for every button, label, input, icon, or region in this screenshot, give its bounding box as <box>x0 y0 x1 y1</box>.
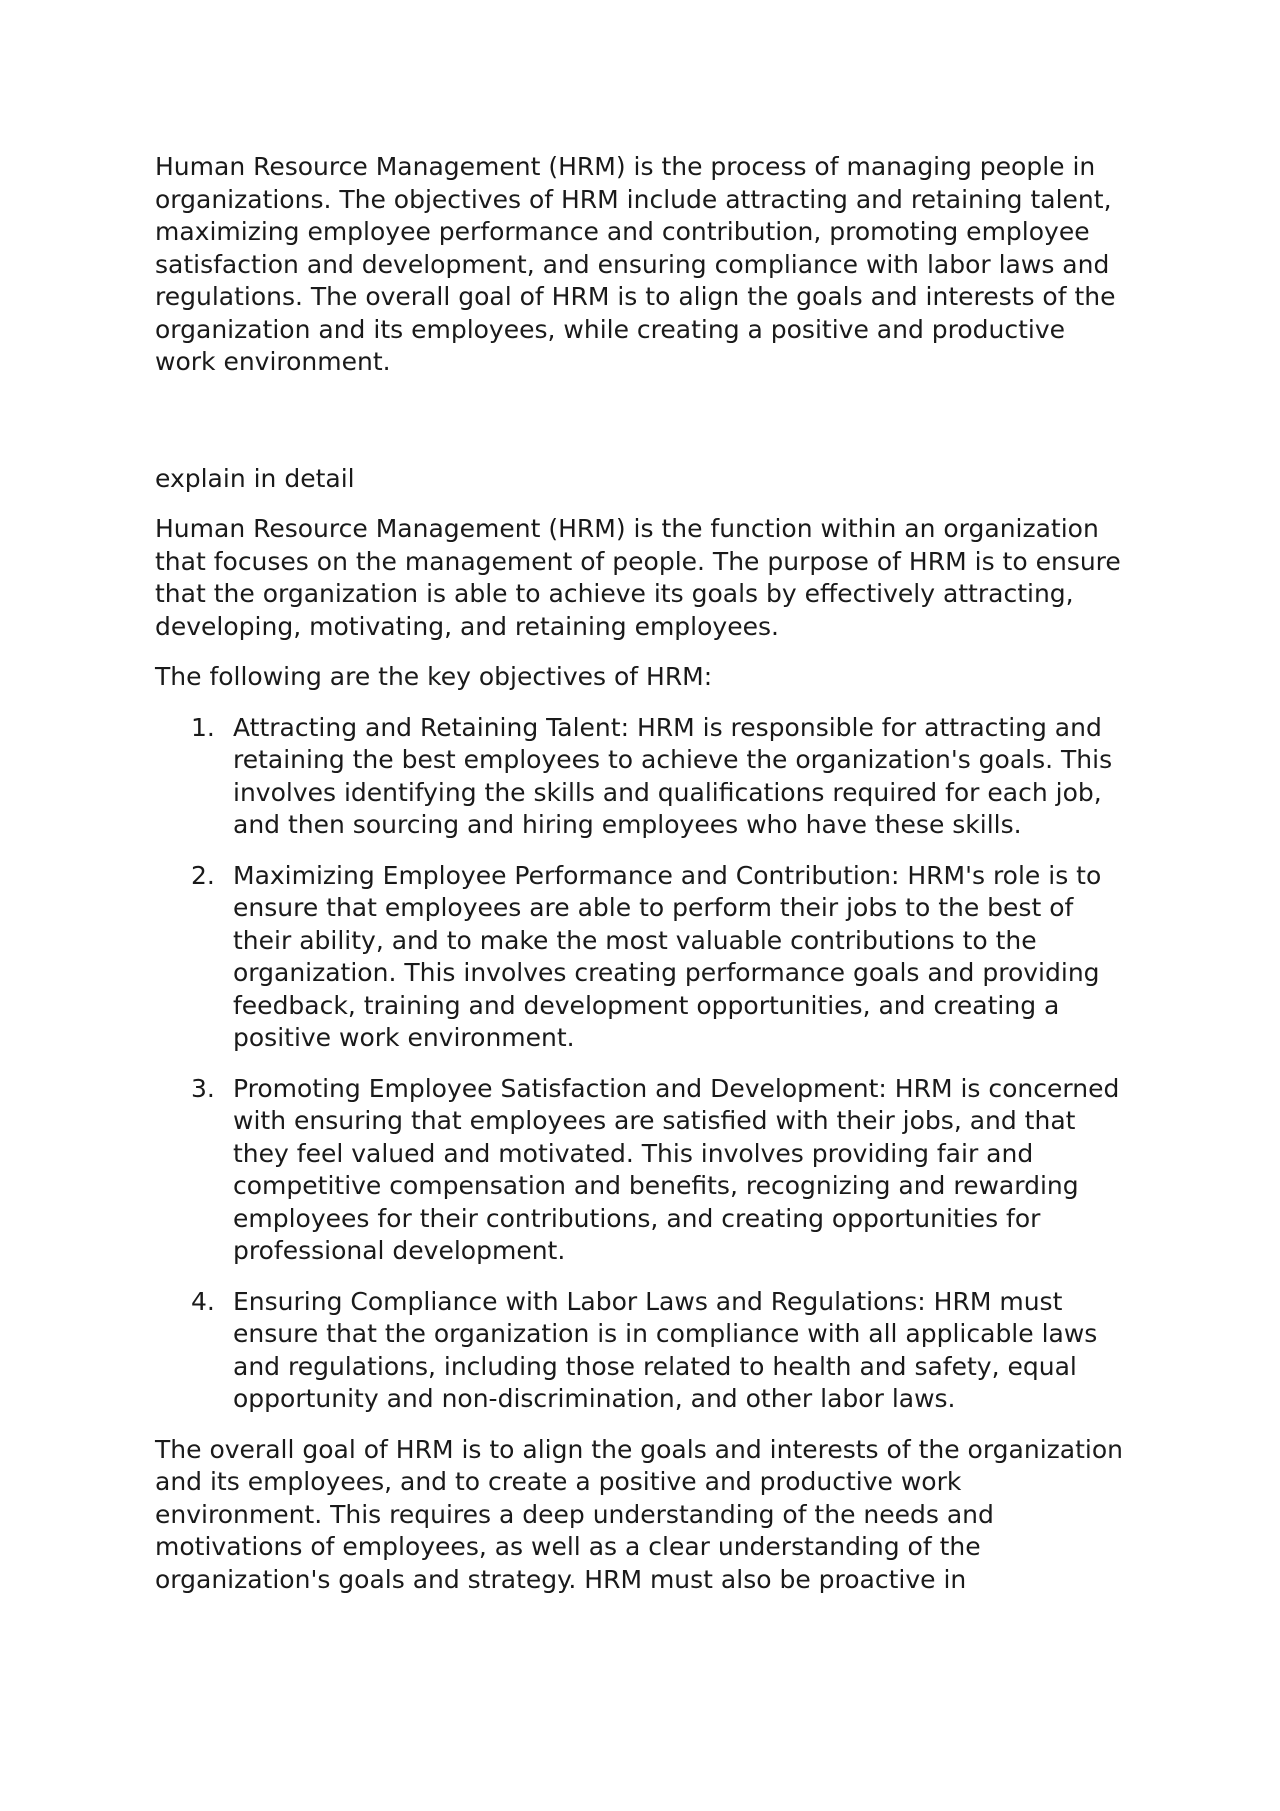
list-item-text: Promoting Employee Satisfaction and Development: HRM is concerned with ensuring that employees are satisfied with their jobs, and that they feel valued and motivated. This involves providing fair and competitive compensation and benefits, recognizing and rewarding employees for their contributions, and creating opportunities for professional development. <box>233 1073 1120 1265</box>
list-item-text: Maximizing Employee Performance and Contribution: HRM's role is to ensure that employees are able to perform their jobs to the best of their ability, and to make the most valuable contributions to the organization. This involves creating performance goals and providing feedback, training and development opportunities, and creating a positive work environment. <box>233 860 1102 1052</box>
list-intro: The following are the key objectives of HRM: <box>155 662 713 691</box>
prompt-text: explain in detail <box>155 463 355 493</box>
list-item <box>155 712 1125 842</box>
objectives-list <box>155 712 1125 1416</box>
conclusion-paragraph: The overall goal of HRM is to align the goals and interests of the organization and its employees, and to create a positive and productive work environment. This requires a deep understanding of the needs and motivations of employees, as well as a clear understanding of the organization's goals and strategy. HRM must also be proactive in <box>155 1434 1123 1594</box>
intro-paragraph: Human Resource Management (HRM) is the process of managing people in organizations. The objectives of HRM include attracting and retaining talent, maximizing employee performance and contribution, promoting employee satisfaction and development, and ensuring compliance with labor laws and regulations. The overall goal of HRM is to align the goals and interests of the organization and its employees, while creating a positive and productive work environment. <box>155 152 1116 376</box>
list-item <box>155 1286 1125 1416</box>
list-item-number: 4. <box>191 1286 215 1316</box>
definition-paragraph: Human Resource Management (HRM) is the function within an organization that focuses on the management of people. The purpose of HRM is to ensure that the organization is able to achieve its goals by effectively attracting, developing, motivating, and retaining employees. <box>155 514 1121 641</box>
list-item-number: 2. <box>191 860 215 890</box>
document-page <box>155 151 1125 1614</box>
list-item <box>155 1073 1125 1268</box>
list-item-number: 3. <box>191 1073 215 1103</box>
list-item-text: Ensuring Compliance with Labor Laws and Regulations: HRM must ensure that the organization is in compliance with all applicable laws and regulations, including those related to health and safety, equal opportunity and non-discrimination, and other labor laws. <box>233 1286 1098 1413</box>
list-item-text: Attracting and Retaining Talent: HRM is responsible for attracting and retaining the best employees to achieve the organization's goals. This involves identifying the skills and qualifications required for each job, and then sourcing and hiring employees who have these skills. <box>233 712 1113 839</box>
list-item-number: 1. <box>191 712 215 742</box>
list-item <box>155 860 1125 1055</box>
